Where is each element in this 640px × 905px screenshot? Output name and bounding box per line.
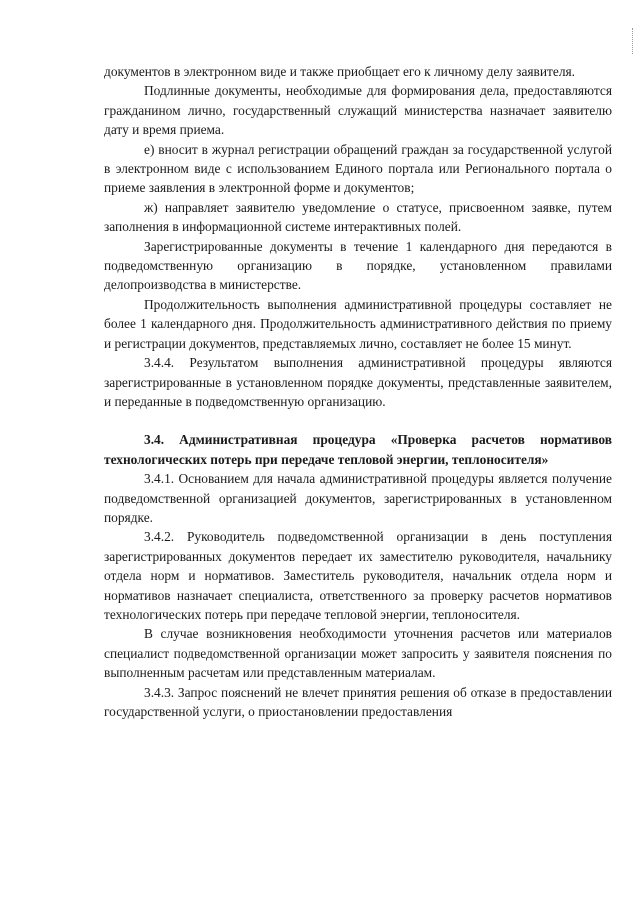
paragraph-continuation: документов в электронном виде и также приобщает его к личному делу заявителя. bbox=[104, 64, 576, 79]
document-page bbox=[104, 62, 612, 721]
paragraph-3-4-3: 3.4.3. Запрос пояснений не влечет принятия решения об отказе в предоставлении государственной услуги, о приостановлении предоставления bbox=[104, 684, 612, 719]
paragraph-item-e: е) вносит в журнал регистрации обращений граждан за государственной услугой в электронном виде с использованием Единого портала или Регионального портала о приеме заявления в электронной форме и документов; bbox=[104, 141, 612, 196]
paragraph-duration: Продолжительность выполнения административной процедуры составляет не более 1 календарного дня. Продолжительность административного действия по приему и регистрации документов, представляемых лично, составляет не более 15 минут. bbox=[104, 296, 612, 351]
paragraph-clarification: В случае возникновения необходимости уточнения расчетов или материалов специалист подведомственной организации может запросить у заявителя пояснения по выполненным расчетам или представленным материалам. bbox=[104, 626, 612, 681]
section-gap bbox=[104, 411, 612, 430]
paragraph-registered-documents: Зарегистрированные документы в течение 1 календарного дня передаются в подведомственную организацию в порядке, установленном правилами делопроизводства в министерстве. bbox=[104, 238, 612, 293]
section-heading-3-4: 3.4. Административная процедура «Проверка расчетов нормативов технологических потерь при передаче тепловой энергии, теплоносителя» bbox=[104, 432, 612, 467]
scan-edge-mark bbox=[632, 28, 637, 54]
paragraph-3-4-4: 3.4.4. Результатом выполнения административной процедуры являются зарегистрированные в установленном порядке документы, представленные заявителем, и переданные в подведомственную организацию. bbox=[104, 355, 612, 409]
paragraph-original-documents: Подлинные документы, необходимые для формирования дела, предоставляются гражданином лично, государственный служащий министерства назначает заявителю дату и время приема. bbox=[104, 83, 612, 138]
paragraph-item-zh: ж) направляет заявителю уведомление о статусе, присвоенном заявке, путем заполнения в информационной системе интерактивных полей. bbox=[104, 199, 612, 235]
paragraph-3-4-2: 3.4.2. Руководитель подведомственной организации в день поступления зарегистрированных документов передает их заместителю руководителя, начальнику отдела норм и нормативов. Заместитель руководителя, начальник отдела норм и нормативов назначает специалиста, ответственного за проверку расчетов нормативов технологических потерь при передаче тепловой энергии, теплоносителя. bbox=[104, 529, 612, 622]
paragraph-3-4-1: 3.4.1. Основанием для начала административной процедуры является получение подведомственной организацией документов, зарегистрированных в установленном порядке. bbox=[104, 471, 612, 525]
